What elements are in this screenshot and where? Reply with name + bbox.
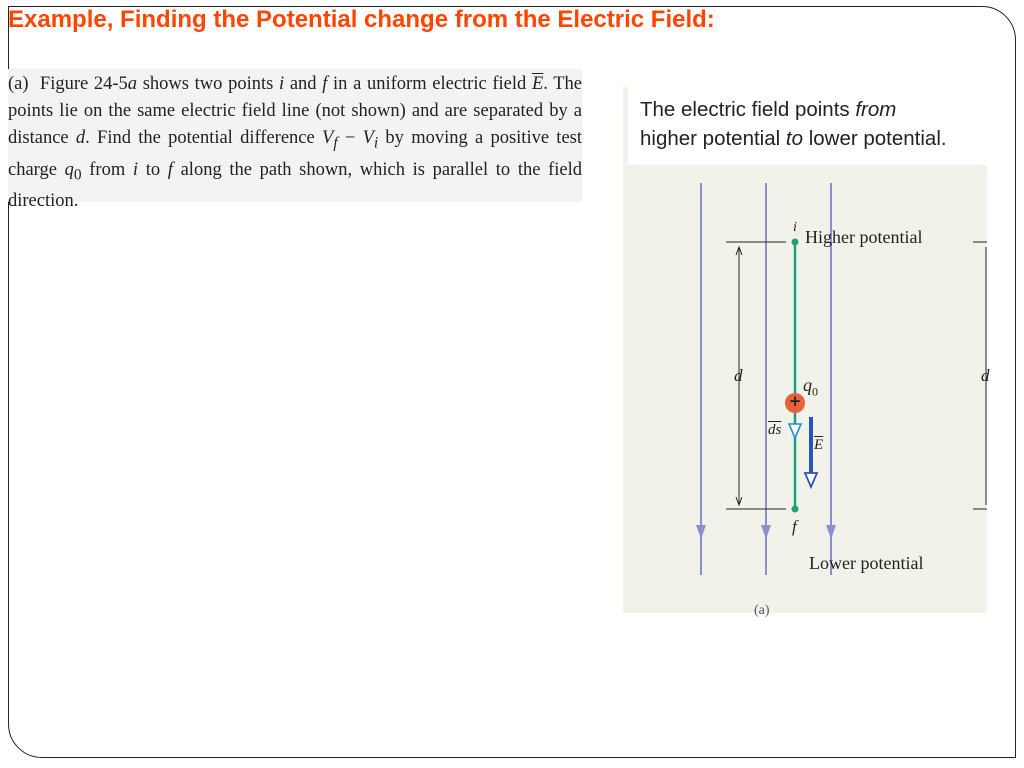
vi-subscript: i [373, 134, 379, 152]
label-field-e: $\overline{E}$ [814, 437, 824, 453]
charge-sub: 0 [812, 384, 818, 399]
caption-text: The electric field points [640, 98, 856, 121]
point-f-dot [792, 506, 799, 513]
charge-sign: + [788, 392, 802, 410]
charge-symbol: q [64, 159, 74, 180]
problem-text: . Find the potential difference [85, 128, 322, 148]
slide-title: Example, Finding the Potential change from the Electric Field: [8, 6, 715, 33]
caption-from: from [855, 98, 897, 121]
label-distance-cut: d [981, 366, 990, 385]
distance-symbol: d [75, 128, 86, 148]
label-point-i: i [793, 220, 797, 235]
field-vector-symbol: $\overline{E}$ [531, 74, 544, 94]
problem-text: a [127, 74, 138, 94]
label-distance: d [734, 366, 743, 385]
field-line-arrowhead [826, 525, 836, 539]
field-arrow-head [805, 473, 817, 487]
caption-text: lower potential. [803, 127, 947, 150]
charge-q: q [803, 375, 812, 395]
ds-arrowhead [789, 424, 801, 438]
problem-text: in a uniform electric field [327, 74, 532, 94]
point-f-symbol: f [322, 74, 328, 94]
point-i-symbol: i [279, 74, 285, 94]
problem-statement [8, 69, 583, 212]
vf-symbol: V [322, 128, 334, 148]
problem-text: Figure 24-5 [39, 74, 128, 94]
problem-text: by moving a positive test charge [8, 128, 582, 180]
problem-text: . The points lie on the same electric field line (not shown) and are separated by a distance [8, 74, 582, 148]
problem-label: (a) [8, 74, 29, 94]
vf-subscript: f [333, 134, 338, 152]
label-higher-potential: Higher potential [805, 227, 923, 247]
field-line-arrowhead [696, 525, 706, 539]
point-i-dot [792, 239, 799, 246]
from-point-symbol: i [132, 159, 139, 180]
caption-to: to [785, 127, 803, 150]
figure-drawing [623, 87, 987, 613]
problem-paragraph [8, 71, 582, 215]
field-line-arrowhead [761, 525, 771, 539]
problem-text: along the path shown, which is parallel to the field direction. [8, 159, 583, 212]
physics-figure [623, 87, 990, 618]
label-charge [803, 375, 818, 400]
label-lower-potential: Lower potential [809, 553, 924, 573]
vi-symbol: V [362, 128, 374, 148]
caption-text: higher potential [640, 127, 786, 150]
problem-text: to [138, 159, 168, 180]
problem-text: from [81, 159, 133, 180]
problem-text: shows two points [137, 74, 279, 94]
problem-text: and [284, 74, 323, 94]
figure-caption [640, 95, 947, 153]
to-point-symbol: f [167, 159, 173, 180]
minus-sign: − [337, 128, 363, 148]
label-ds: $\overline{ds}$ [768, 422, 782, 438]
label-point-f: f [792, 517, 797, 536]
charge-subscript: 0 [73, 166, 82, 184]
figure-sublabel: (a) [754, 603, 770, 618]
